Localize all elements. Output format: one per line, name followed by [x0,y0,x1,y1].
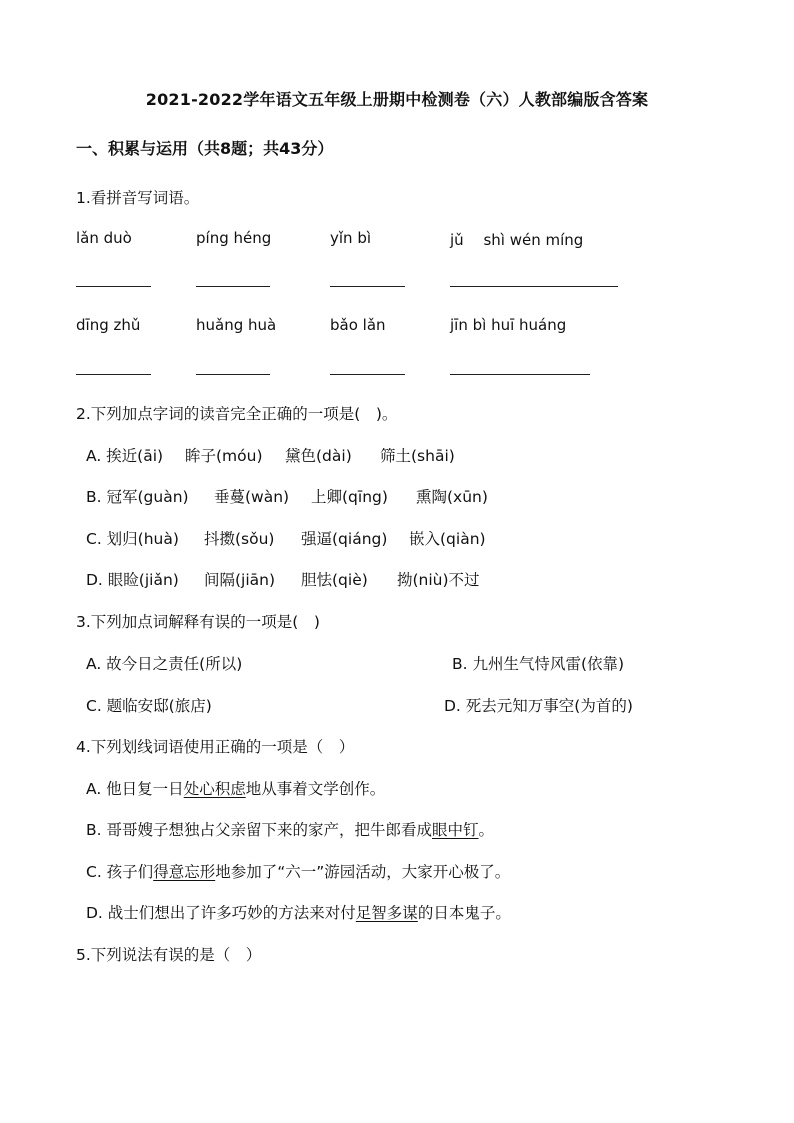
answer-blank[interactable] [196,286,270,287]
option-d [86,901,511,923]
answer-blank[interactable] [330,374,405,375]
option-text: 的日本鬼子。 [417,904,511,922]
underlined-phrase: 处心积虑 [183,780,246,798]
answer-blank[interactable] [450,286,618,287]
option-a-word: 眸子(móu) [185,447,263,465]
option-d-word: 间隔(jiān) [204,571,276,589]
option-text: C. 孩子们 [86,863,154,881]
pinyin-item: jǔ shì wén míng [450,231,584,249]
pinyin-item: píng héng [196,229,272,247]
page-title: 2021-2022学年语文五年级上册期中检测卷（六）人教部编版含答案 [145,90,649,109]
answer-blank[interactable] [450,374,590,375]
pinyin-row-2 [76,316,716,338]
option-d-word: D. 眼睑(jiǎn) [86,571,179,589]
option-b-word: 上卿(qīng) [311,488,388,506]
option-c: C. 题临安邸(旅店) [86,697,212,715]
option-c [86,860,510,882]
option-a-word: 黛色(dài) [285,447,352,465]
pinyin-item: huǎng huà [196,316,277,334]
option-b-word: 熏陶(xūn) [416,488,488,506]
answer-blanks-row-1 [76,286,716,290]
option-text: D. 战士们想出了许多巧妙的方法来对付 [86,904,356,922]
option-d: D. 死去元知万事空(为首的) [444,697,633,715]
option-b: B. 九州生气恃风雷(依靠) [452,655,625,673]
option-c-word: 嵌入(qiàn) [409,530,486,548]
question-3-stem: 3.下列加点词解释有误的一项是( ) [76,613,320,631]
option-c-word: 强逼(qiáng) [301,530,388,548]
pinyin-item: lǎn duò [76,229,132,247]
option-text: A. 他日复一日 [86,780,184,798]
option-text: 。 [478,821,495,839]
underlined-phrase: 足智多谋 [355,904,418,922]
option-text: 地从事着文学创作。 [245,780,386,798]
underlined-phrase: 眼中钉 [432,821,479,839]
option-c-word: C. 划归(huà) [86,530,179,548]
question-2-stem: 2.下列加点字词的读音完全正确的一项是( )。 [76,405,398,423]
answer-blank[interactable] [76,374,151,375]
question-5-stem: 5.下列说法有误的是（ ） [76,946,262,964]
option-a [86,777,385,799]
question-1-stem: 1.看拼音写词语。 [76,189,200,207]
section-heading: 一、积累与运用（共8题；共43分） [76,139,334,158]
option-a-word: 筛土(shāi) [380,447,455,465]
pinyin-item: bǎo lǎn [330,316,386,334]
option-text: 地参加了“六一”游园活动，大家开心极了。 [215,863,511,881]
option-b-word: B. 冠军(guàn) [86,488,189,506]
answer-blanks-row-2 [76,374,716,378]
option-b-word: 垂蔓(wàn) [214,488,290,506]
pinyin-item: yǐn bì [330,229,372,247]
answer-blank[interactable] [76,286,151,287]
pinyin-row-1 [76,229,716,251]
underlined-phrase: 得意忘形 [153,863,216,881]
answer-blank[interactable] [330,286,405,287]
option-a: A. 故今日之责任(所以) [86,655,243,673]
option-b [86,818,494,840]
option-c-word: 抖擞(sǒu) [204,530,275,548]
pinyin-item: dīng zhǔ [76,316,141,334]
option-d-word: 胆怯(qiè) [301,571,368,589]
answer-blank[interactable] [196,374,270,375]
option-d-word: 拗(niù)不过 [397,571,480,589]
option-text: B. 哥哥嫂子想独占父亲留下来的家产，把牛郎看成 [86,821,432,839]
option-a-word: A. 挨近(āi) [86,447,164,465]
pinyin-item: jīn bì huī huáng [450,316,567,334]
question-4-stem: 4.下列划线词语使用正确的一项是（ ） [76,738,355,756]
